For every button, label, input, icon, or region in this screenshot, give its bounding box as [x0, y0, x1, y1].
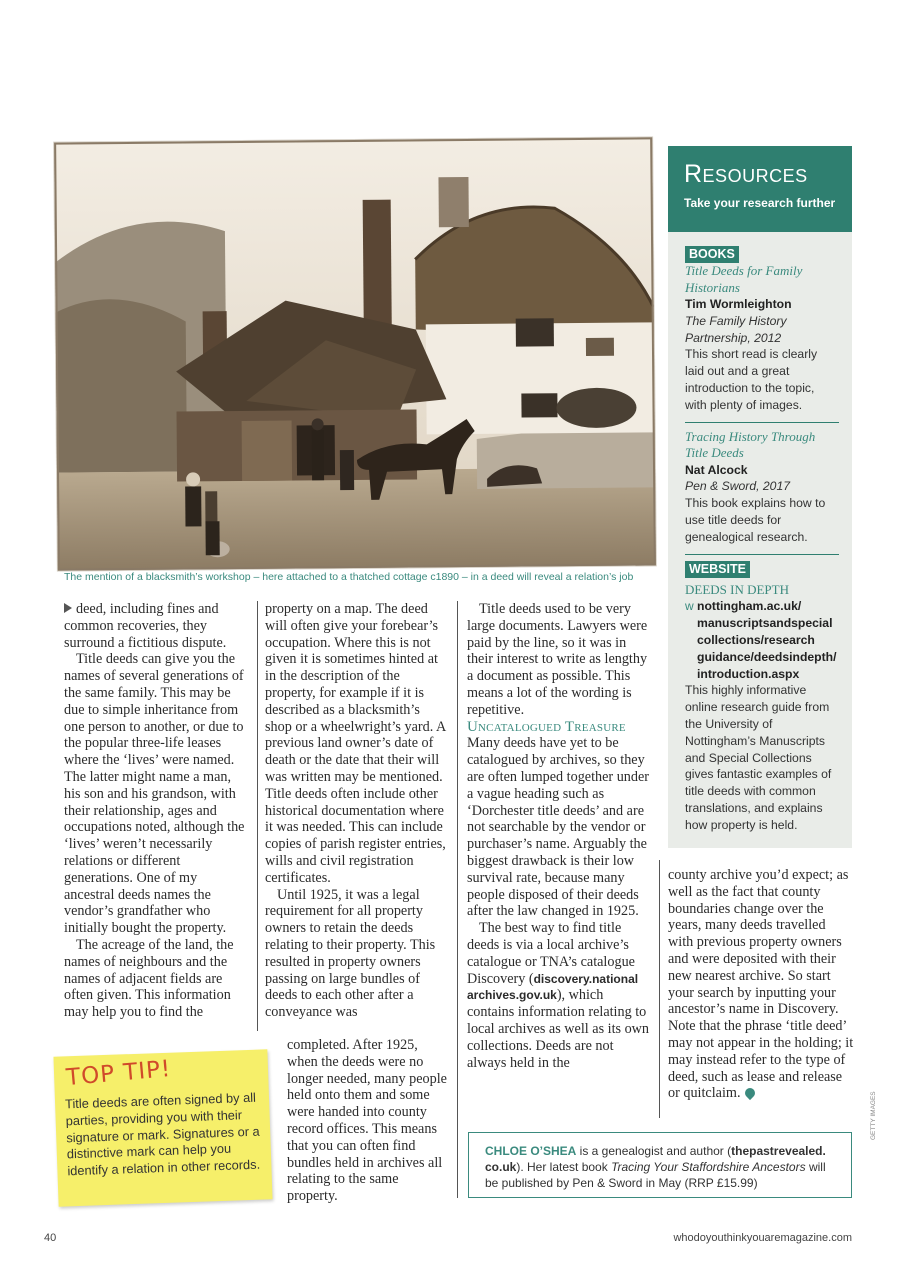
- top-tip-title: TOP TIP!: [65, 1055, 173, 1092]
- column-rule-2: [457, 601, 458, 1198]
- col4-para-1: [668, 867, 854, 1102]
- col1-para-3: The acreage of the land, the names of neighbours and the names of adjacent fields are often given. This information may help you to find the: [64, 936, 234, 1021]
- discovery-link[interactable]: discovery.national archives.gov.uk: [467, 971, 639, 1003]
- end-leaf-icon: [742, 1086, 756, 1100]
- author-bio-text-c: will be published by Pen & Sword in May (RRP £15.99): [485, 1160, 826, 1190]
- photo-caption: The mention of a blacksmith’s workshop – here attached to a thatched cottage c1890 – in a deed will reveal a relation’s job: [64, 571, 634, 583]
- author-bio: [485, 1143, 841, 1191]
- top-tip-note: [53, 1049, 272, 1206]
- column-1: [64, 601, 250, 1021]
- book-1-publisher: The Family History Partnership, 2012: [685, 313, 787, 345]
- author-site-link[interactable]: thepastrevealed. co.uk: [485, 1144, 826, 1174]
- website-prefix: w: [685, 599, 694, 614]
- author-bio-text-b: ). Her latest book: [516, 1160, 612, 1174]
- website-name: DEEDS IN DEPTH: [685, 581, 789, 597]
- cottage-photo: [54, 137, 656, 570]
- col2-para-2: Until 1925, it was a legal requirement for all property owners to retain the deeds relating to their property. This resulted in property owners passing on large bundles of deeds to each other after a conveyance was: [265, 886, 436, 1021]
- book-2-title: Tracing History Through Title Deeds: [685, 428, 816, 461]
- author-name: CHLOE O’SHEA: [485, 1144, 577, 1158]
- top-tip-text: Title deeds are often signed by all parties, providing you with their signature or mark. Signatures or a distinctive mark can help you identify a relation in other records.: [64, 1089, 261, 1179]
- resources-header: [668, 146, 852, 232]
- continued-arrow-icon: [64, 603, 72, 613]
- resources-title: Resources: [684, 160, 808, 188]
- magazine-website[interactable]: whodoyouthinkyouaremagazine.com: [673, 1232, 852, 1244]
- website-tag: WEBSITE: [685, 561, 750, 578]
- column-2: [265, 601, 449, 1021]
- col1-para-1: [64, 601, 250, 651]
- column-3: [467, 601, 653, 1071]
- website-url-link[interactable]: nottingham.ac.uk/ manuscriptsandspecial collections/research guidance/deedsindepth/ introduction.aspx: [697, 599, 837, 681]
- book-1-author: Tim Wormleighton: [685, 297, 792, 311]
- col3-para-2: Many deeds have yet to be catalogued by archives, so they are often lumped together under a vague heading such as ‘Dorchester title deeds’ and are not searchable by the vendor or purchaser’s name. Arguably the biggest drawback is their low survival rate, because many people disposed of their deeds after the law changed in 1925.: [467, 735, 649, 920]
- column-rule-1: [257, 601, 258, 1031]
- website-description: This highly informative online research guide from the University of Nottingham’s Manuscripts and Special Collections gives fantastic examples of title deeds with common translations, and explains how property is held.: [685, 683, 832, 832]
- col1-para-2: Title deeds can give you the names of several generations of the same family. This may be due to simple inheritance from one person to another, or due to the popular three-life leases where the ‘lives’ were named. The latter might name a man, his son and his grandson, with their relationship, ages and occupations noted, although the ‘lives’ weren’t necessarily relations or different generations. One of my ancestral deeds names the vendor’s grandfather who initially bought the property.: [64, 651, 245, 937]
- author-book-title: Tracing Your Staffordshire Ancestors: [611, 1160, 806, 1174]
- column-2-continued: [287, 1037, 451, 1205]
- page-number: 40: [44, 1232, 57, 1244]
- col2-para-1: property on a map. The deed will often give your forebear’s occupation. Where this is not given it is sometimes hinted at in the description of the property, for example if it is described as a blacksmith’s shop or a wheelwright’s yard. A previous land owner’s date of death or the date that their will was written may be mentioned. Title deeds often include other historical documentation where it was needed. This can include copies of parish register entries, wills and civil registration certificates.: [265, 601, 446, 886]
- book-1-title: Title Deeds for Family Historians: [685, 263, 803, 295]
- col3-para-3: [467, 920, 653, 1071]
- col4-text: county archive you’d expect; as well as the fact that county boundaries change over the years, many deeds travelled with previous property owners and were deposited with their new nearest archive. So start your search by inputting your ancestor’s name in Discovery. Note that the phrase ‘title deed’ may not appear in the holding; it may instead refer to the type of deed, such as lease and release or quitclaim.: [668, 867, 854, 1102]
- book-2-description: This book explains how to use title deeds for genealogical research.: [685, 496, 826, 544]
- col3-para-3-text-b: ), which contains information relating to local archives as well as its own collections. Deeds are not always held in the: [467, 987, 650, 1071]
- column-rule-3: [659, 860, 660, 1118]
- column-4: [668, 867, 854, 1102]
- book-1-description: This short read is clearly laid out and a great introduction to the topic, with plenty of images.: [685, 347, 818, 412]
- col2-para-3: completed. After 1925, when the deeds were no longer needed, many people held onto them and some were handed into county record offices. This means that you can often find bundles held in archives all relating to the same property.: [287, 1037, 447, 1205]
- col3-para-3-text-a: The best way to find title deeds is via a local archive’s catalogue or TNA’s catalogue Discovery (: [467, 920, 635, 987]
- col1-para-1-text: deed, including fines and common recoveries, they surround a fictitious dispute.: [64, 601, 227, 651]
- book-2-author: Nat Alcock: [685, 462, 748, 477]
- resources-divider-2: [685, 554, 839, 555]
- resources-panel: [668, 232, 852, 848]
- resources-divider: [685, 422, 839, 423]
- author-bio-box: [468, 1132, 852, 1198]
- books-tag: BOOKS: [685, 246, 739, 263]
- book-2-publisher: Pen & Sword, 2017: [685, 479, 791, 494]
- website-entry: [685, 598, 839, 682]
- section-heading-uncatalogued-treasure: Uncatalogued Treasure: [467, 718, 626, 735]
- author-bio-text-a: is a genealogist and author (: [576, 1144, 732, 1158]
- photo-credit: GETTY IMAGES: [870, 1091, 877, 1140]
- col3-para-1: Title deeds used to be very large documents. Lawyers were paid by the line, so it was in their interest to write as lengthy a document as possible. This means a lot of the wording is repetitive.: [467, 601, 648, 718]
- resources-subtitle: Take your research further: [684, 196, 836, 210]
- cottage-illustration: [54, 137, 656, 570]
